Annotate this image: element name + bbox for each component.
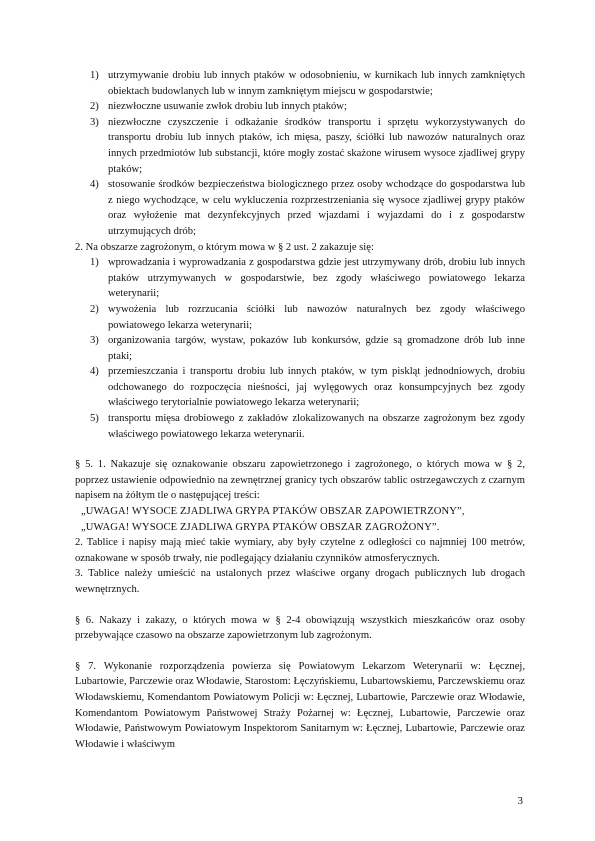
- list-item: [75, 302, 525, 333]
- list-item-number: 4): [90, 179, 99, 191]
- list-item-number: 3): [90, 335, 99, 347]
- list-item-text: niezwłoczne usuwanie zwłok drobiu lub innych ptaków;: [108, 101, 347, 113]
- page-number: 3: [517, 795, 523, 807]
- section-5-paragraph-1: § 5. 1. Nakazuje się oznakowanie obszaru zapowietrzonego i zagrożonego, o których mowa w § 2, poprzez ustawienie odpowiednio na zewnętrznej granicy tych obszarów tablic ostrzegawczych z czarnym napisem na żółtym tle o następującej treści:: [75, 459, 525, 502]
- list-item-number: 2): [90, 303, 99, 315]
- list-item-text: przemieszczania i transportu drobiu lub innych ptaków, w tym piskląt jednodniowych, drobiu odchowanego do rozpoczęcia nieśności, jaj wylęgowych oraz konsumpcyjnych bez zgody właściwego terytorialnie powiatowego lekarza weterynarii;: [108, 366, 525, 409]
- sign-text-infected-area: „UWAGA! WYSOCE ZJADLIWA GRYPA PTAKÓW OBSZAR ZAPOWIETRZONY”,: [81, 506, 465, 518]
- section-7-paragraph: § 7. Wykonanie rozporządzenia powierza się Powiatowym Lekarzom Weterynarii w: Łęcznej, Lubartowie, Parczewie oraz Włodawie, Starostom: Łęczyńskiemu, Lubartowskiemu, Parczewskiemu oraz Włodawskiemu, Komendantom Powiatowym Policji w: Łęcznej, Lubartowie, Parczewie oraz Włodawie, Komendantom Powiatowym Państwowej Straży Pożarnej w: Łęcznej, Lubartowie, Parczewie oraz Włodawie, Państwowym Powiatowym Inspektorom Sanitarnym w: Łęcznej, Lubartowie, Parczewie oraz Włodawie i właściwym: [75, 660, 525, 750]
- list-item-number: 4): [90, 366, 99, 378]
- list-prohibitions-threatened-area: [75, 255, 525, 442]
- list-item-text: utrzymywanie drobiu lub innych ptaków w odosobnieniu, w kurnikach lub innych zamkniętych obiektach budowlanych lub w innym zamkniętym miejscu w gospodarstwie;: [108, 70, 525, 97]
- list-item-text: organizowania targów, wystaw, pokazów lub konkursów, gdzie są gromadzone drób lub inne ptaki;: [108, 335, 525, 362]
- list-item-number: 1): [90, 257, 99, 269]
- list-item-number: 3): [90, 116, 99, 128]
- list-item: [75, 115, 525, 177]
- section-6-paragraph: § 6. Nakazy i zakazy, o których mowa w § 2-4 obowiązują wszystkich mieszkańców oraz osoby przebywające czasowo na obszarze zapowietrzonym lub zagrożonym.: [75, 614, 525, 642]
- list-item-text: stosowanie środków bezpieczeństwa biologicznego przez osoby wchodzące do gospodarstwa lub z niego wychodzące, w celu wykluczenia rozprzestrzeniania się wysoce zjadliwej grypy ptaków oraz wyłożenie mat dezynfekcyjnych przed wjazdami i wyjazdami do i z gospodarstw utrzymujących drób;: [108, 179, 525, 237]
- list-item-text: wywożenia lub rozrzucania ściółki lub nawozów naturalnych bez zgody właściwego powiatowego lekarza weterynarii;: [108, 303, 525, 331]
- list-item: [75, 364, 525, 411]
- section-spacer: [75, 598, 525, 613]
- point-2-intro: 2. Na obszarze zagrożonym, o którym mowa w § 2 ust. 2 zakazuje się:: [75, 241, 374, 253]
- list-item: [75, 255, 525, 302]
- list-item-number: 1): [90, 70, 99, 81]
- list-prohibitions-infected-area: [75, 68, 525, 240]
- section-spacer: [75, 644, 525, 659]
- page-content: [75, 68, 525, 752]
- list-item: [75, 99, 525, 115]
- list-item: [75, 68, 525, 99]
- section-5-paragraph-2: 2. Tablice i napisy mają mieć takie wymiary, aby były czytelne z odległości co najmniej 100 metrów, oznakowane w sposób trwały, nie podlegający działaniu czynników atmosferycznych.: [75, 537, 525, 564]
- list-item-text: transportu mięsa drobiowego z zakładów zlokalizowanych na obszarze zagrożonym bez zgody właściwego powiatowego lekarza weterynarii.: [108, 413, 525, 440]
- section-spacer: [75, 442, 525, 457]
- list-item: [75, 411, 525, 442]
- list-item-number: 5): [90, 413, 99, 425]
- list-item-text: wprowadzania i wyprowadzania z gospodarstwa gdzie jest utrzymywany drób, drobiu lub innych ptaków utrzymywanych w gospodarstwie, bez zgody właściwego powiatowego lekarza weterynarii;: [108, 257, 525, 300]
- section-5-paragraph-3: 3. Tablice należy umieścić na ustalonych przez właściwe organy drogach publicznych lub drogach wewnętrznych.: [75, 568, 525, 595]
- sign-text-threatened-area: „UWAGA! WYSOCE ZJADLIWA GRYPA PTAKÓW OBSZAR ZAGROŻONY”.: [81, 521, 440, 533]
- list-item-text: niezwłoczne czyszczenie i odkażanie środków transportu i sprzętu wykorzystywanych do transportu drobiu lub innych ptaków, ich mięsa, paszy, ściółki lub nawozów naturalnych oraz innych przedmiotów lub substancji, które mogły zostać skażone wirusem wysoce zjadliwej grypy ptaków;: [108, 116, 525, 175]
- list-item: [75, 177, 525, 239]
- list-item: [75, 333, 525, 364]
- list-item-number: 2): [90, 101, 99, 113]
